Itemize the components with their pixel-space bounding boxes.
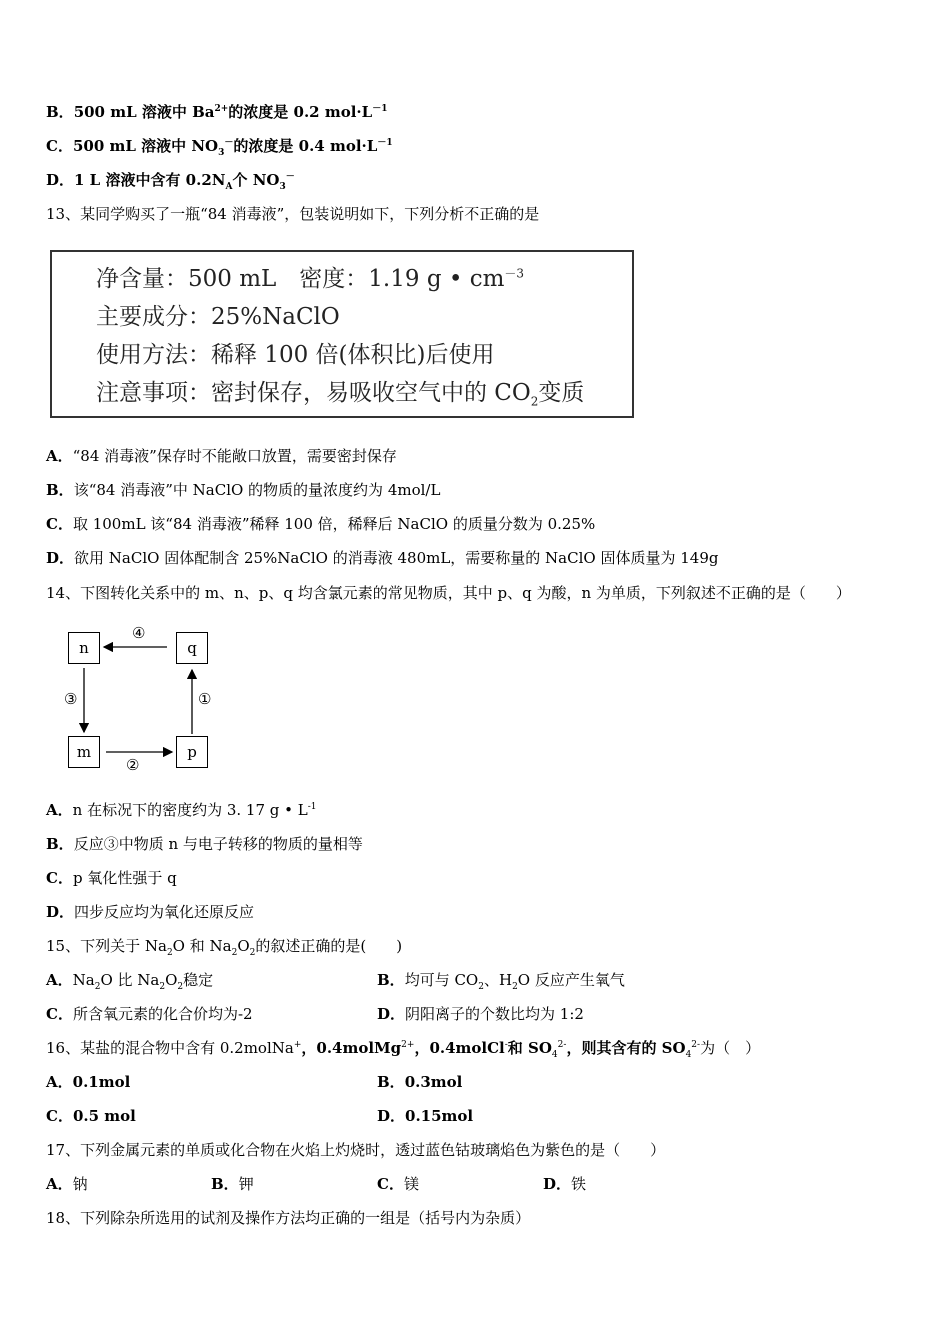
q17-option-d: D．铁 <box>543 1175 587 1193</box>
q14-option-a: A．n 在标况下的密度约为 3. 17 g • $L^{-1}$ <box>46 801 317 819</box>
q16-stem: 16、某盐的混合物中含有 0.2molNa+，0.4molMg$^{2+}$，0.4molCl-和 $SO_4^{2-}$，则其含有的 $SO_4^{2-}$为（ ） <box>46 1039 761 1060</box>
node-n: n <box>68 632 100 664</box>
conversion-diagram <box>60 624 230 784</box>
q15-stem: 15、下列关于 $Na_2O$ 和 $Na_2O_2$的叙述正确的是( ) <box>46 937 403 958</box>
step-1-label: ① <box>198 690 212 708</box>
q14-option-c: C．p 氧化性强于 q <box>46 869 177 887</box>
q13-stem: 13、某同学购买了一瓶“84 消毒液”，包装说明如下，下列分析不正确的是 <box>46 205 540 223</box>
q18-stem: 18、下列除杂所选用的试剂及操作方法均正确的一组是（括号内为杂质） <box>46 1209 531 1227</box>
q13-option-d: D．欲用 NaClO 固体配制含 25%NaClO 的消毒液 480mL，需要称量的 NaClO 固体质量为 149g <box>46 549 719 567</box>
label-row-usage: 使用方法：稀释 100 倍(体积比)后使用 <box>96 342 495 368</box>
q14-option-d: D．四步反应均为氧化还原反应 <box>46 903 255 921</box>
label-row-volume-density: 净含量：500 mL 密度：1.19 g • $cm^{-3}$ <box>96 266 525 292</box>
node-p: p <box>176 736 208 768</box>
step-4-label: ④ <box>132 624 146 642</box>
node-m: m <box>68 736 100 768</box>
q13-option-b: B．该“84 消毒液”中 NaClO 的物质的量浓度约为 4mol/L <box>46 481 441 499</box>
step-2-label: ② <box>126 756 140 774</box>
q15-option-c: C．所含氧元素的化合价均为-2 <box>46 1005 253 1023</box>
q16-option-c: C．0.5 mol <box>46 1107 136 1125</box>
q13-option-c: C．取 100mL 该“84 消毒液”稀释 100 倍，稀释后 NaClO 的质量分数为 0.25% <box>46 515 596 533</box>
q16-option-d: D．0.15mol <box>377 1107 474 1125</box>
q15-option-d: D．阴阳离子的个数比均为 1:2 <box>377 1005 584 1023</box>
q15-option-a: A．$Na_2O$ 比 $Na_2O_2$稳定 <box>46 971 214 992</box>
label-row-ingredient: 主要成分：25%NaClO <box>96 304 340 330</box>
product-label-box <box>50 250 634 418</box>
q17-option-b: B．钾 <box>211 1175 254 1193</box>
q17-option-c: C．镁 <box>377 1175 419 1193</box>
q17-stem: 17、下列金属元素的单质或化合物在火焰上灼烧时，透过蓝色钴玻璃焰色为紫色的是（ ） <box>46 1141 666 1159</box>
q13-option-a: A．“84 消毒液”保存时不能敞口放置，需要密封保存 <box>46 447 397 465</box>
q17-option-a: A．钠 <box>46 1175 88 1193</box>
step-3-label: ③ <box>64 690 78 708</box>
q14-stem: 14、下图转化关系中的 m、n、p、q 均含氯元素的常见物质，其中 p、q 为酸，n 为单质，下列叙述不正确的是（ ） <box>46 584 851 602</box>
node-q: q <box>176 632 208 664</box>
q14-option-b: B．反应③中物质 n 与电子转移的物质的量相等 <box>46 835 363 853</box>
q15-option-b: B．均可与 $CO_2$、$H_2O$ 反应产生氧气 <box>377 971 625 992</box>
q12-option-d: D．1 L 溶液中含有 $0.2N_A$个 $NO_3^-$ <box>46 171 295 192</box>
q12-option-b: B．500 mL 溶液中 $Ba^{2+}$的浓度是 0.2 $mol\cdot L^{-1}$ <box>46 103 388 121</box>
label-row-notice: 注意事项：密封保存，易吸收空气中的 $CO_2$变质 <box>96 380 585 409</box>
q16-option-a: A．0.1mol <box>46 1073 131 1091</box>
q12-option-c: C．500 mL 溶液中 $NO_3^-$的浓度是 0.4 $mol\cdot L^{-1}$ <box>46 137 393 158</box>
q16-option-b: B．0.3mol <box>377 1073 463 1091</box>
